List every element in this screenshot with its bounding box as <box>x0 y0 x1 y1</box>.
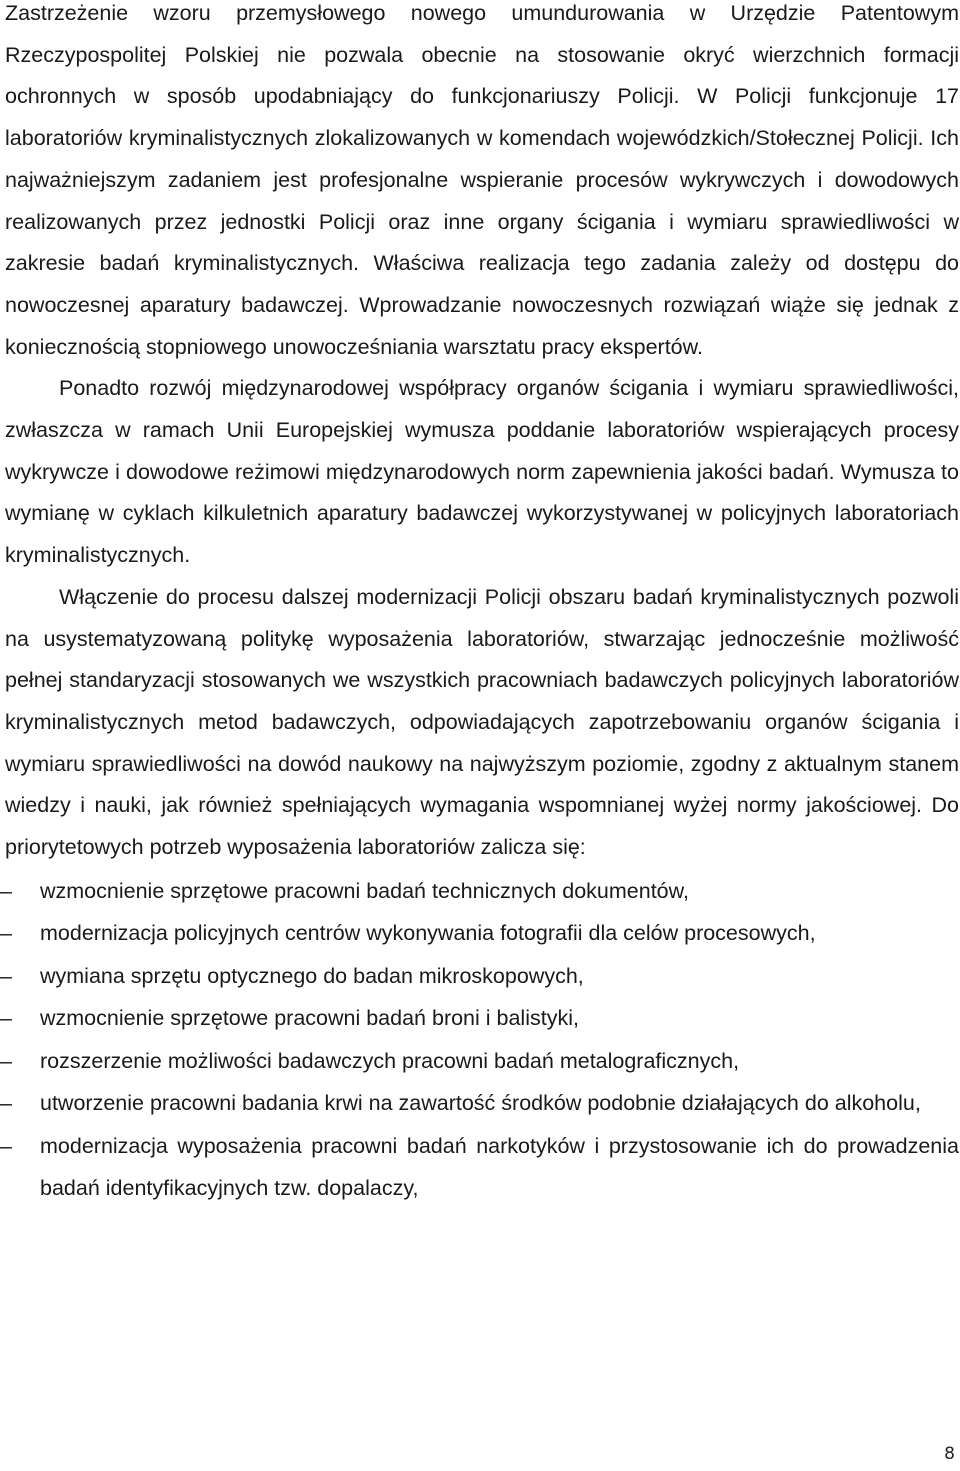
priority-needs-list <box>0 870 959 1210</box>
paragraph-1: Zastrzeżenie wzoru przemysłowego nowego umundurowania w Urzędzie Patentowym Rzeczypospolitej Polskiej nie pozwala obecnie na stosowanie okryć wierzchnich formacji ochronnych w sposób upodabniający do funkcjonariuszy Policji. W Policji funkcjonuje 17 laboratoriów kryminalistycznych zlokalizowanych w komendach wojewódzkich/Stołecznej Policji. Ich najważniejszym zadaniem jest profesjonalne wspieranie procesów wykrywczych i dowodowych realizowanych przez jednostki Policji oraz inne organy ścigania i wymiaru sprawiedliwości w zakresie badań kryminalistycznych. Właściwa realizacja tego zadania zależy od dostępu do nowoczesnej aparatury badawczej. Wprowadzanie nowoczesnych rozwiązań wiąże się jednak z koniecznością stopniowego unowocześniania warsztatu pracy ekspertów. <box>5 1 959 359</box>
list-item-text: modernizacja policyjnych centrów wykonywania fotografii dla celów procesowych, <box>40 921 816 946</box>
dash-bullet-icon: – <box>0 1006 12 1031</box>
dash-bullet-icon: – <box>0 1048 12 1073</box>
list-item <box>0 870 959 913</box>
list-item <box>0 1040 959 1083</box>
list-item <box>0 912 959 955</box>
list-item <box>0 997 959 1040</box>
list-item-text: wzmocnienie sprzętowe pracowni badań technicznych dokumentów, <box>40 878 689 903</box>
list-item <box>0 1082 959 1125</box>
paragraph-2: Ponadto rozwój międzynarodowej współpracy organów ścigania i wymiaru sprawiedliwości, zwłaszcza w ramach Unii Europejskiej wymusza poddanie laboratoriów wspierających procesy wykrywcze i dowodowe reżimowi międzynarodowych norm zapewnienia jakości badań. Wymusza to wymianę w cyklach kilkuletnich aparatury badawczej wykorzystywanej w policyjnych laboratoriach kryminalistycznych. <box>5 376 959 568</box>
dash-bullet-icon: – <box>0 921 12 946</box>
list-item-text: wymiana sprzętu optycznego do badan mikroskopowych, <box>40 963 584 988</box>
dash-bullet-icon: – <box>0 963 12 988</box>
dash-bullet-icon: – <box>0 1091 12 1116</box>
paragraph-3: Włączenie do procesu dalszej modernizacji Policji obszaru badań kryminalistycznych pozwoli na usystematyzowaną politykę wyposażenia laboratoriów, stwarzając jednocześnie możliwość pełnej standaryzacji stosowanych we wszystkich pracowniach badawczych policyjnych laboratoriów kryminalistycznych metod badawczych, odpowiadających zapotrzebowaniu organów ścigania i wymiaru sprawiedliwości na dowód naukowy na najwyższym poziomie, zgodny z aktualnym stanem wiedzy i nauki, jak również spełniających wymagania wspomnianej wyżej normy jakościowej. Do priorytetowych potrzeb wyposażenia laboratoriów zalicza się: <box>5 584 959 860</box>
list-item-text: modernizacja wyposażenia pracowni badań narkotyków i przystosowanie ich do prowadzenia badań identyfikacyjnych tzw. dopalaczy, <box>40 1133 959 1201</box>
list-item-text: utworzenie pracowni badania krwi na zawartość środków podobnie działających do alkoholu, <box>40 1091 921 1116</box>
list-item <box>0 955 959 998</box>
list-item-text: rozszerzenie możliwości badawczych pracowni badań metalograficznych, <box>40 1048 740 1073</box>
list-item-text: wzmocnienie sprzętowe pracowni badań broni i balistyki, <box>40 1006 579 1031</box>
page-number: 8 <box>944 1444 955 1464</box>
list-item <box>0 1125 959 1210</box>
dash-bullet-icon: – <box>0 1133 12 1158</box>
dash-bullet-icon: – <box>0 878 12 903</box>
